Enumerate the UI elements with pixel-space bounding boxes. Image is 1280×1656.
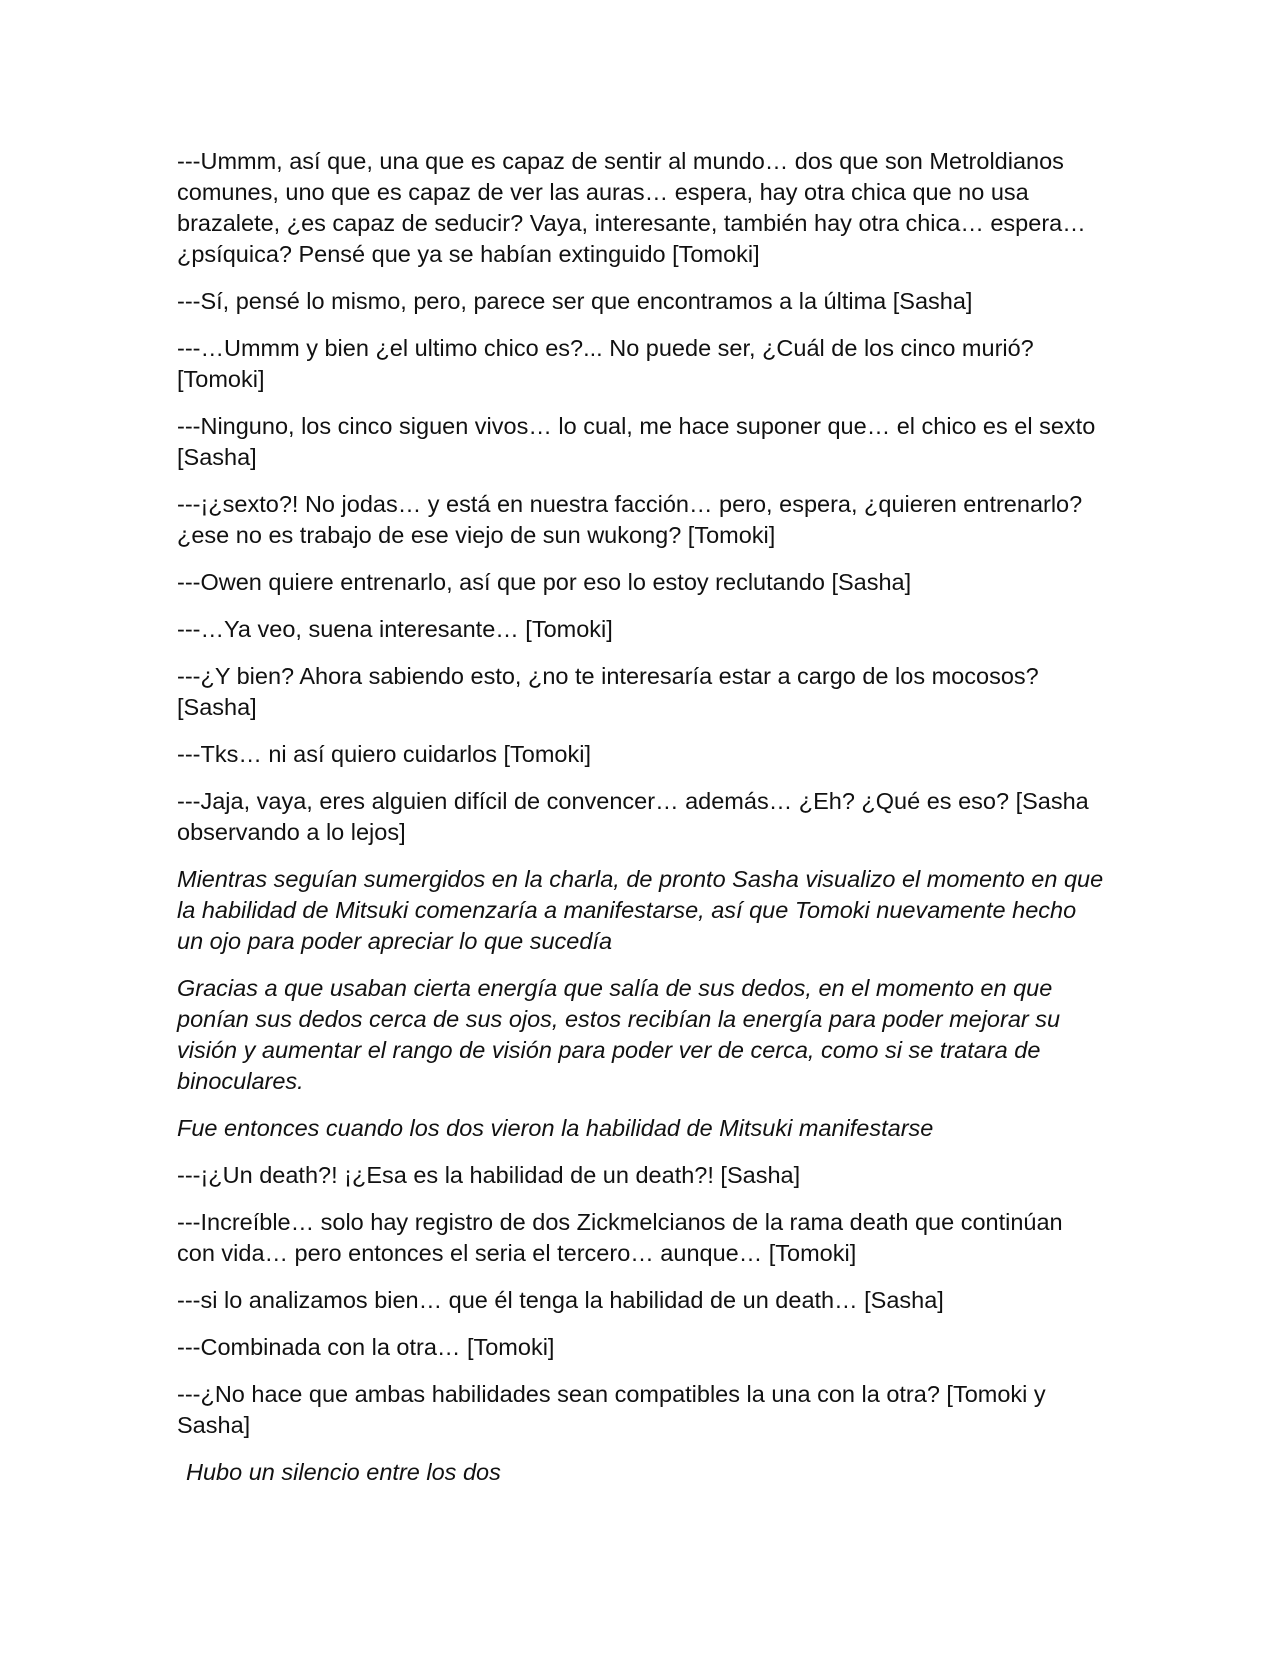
dialogue-paragraph: ---Ummm, así que, una que es capaz de sentir al mundo… dos que son Metroldianos comunes, uno que es capaz de ver las auras… espera, hay otra chica que no usa brazalete, ¿es capaz de seducir? Vaya, interesante, también hay otra chica… espera… ¿psíquica? Pensé que ya se habían extinguido [Tomoki] <box>177 148 1086 267</box>
dialogue-paragraph: ---Sí, pensé lo mismo, pero, parece ser que encontramos a la última [Sasha] <box>177 288 973 314</box>
narration-paragraph: Hubo un silencio entre los dos <box>186 1459 501 1485</box>
dialogue-paragraph: ---¿No hace que ambas habilidades sean compatibles la una con la otra? [Tomoki y Sasha] <box>177 1381 1046 1438</box>
dialogue-paragraph: ---Owen quiere entrenarlo, así que por eso lo estoy reclutando [Sasha] <box>177 569 912 595</box>
dialogue-paragraph: ---Jaja, vaya, eres alguien difícil de convencer… además… ¿Eh? ¿Qué es eso? [Sasha observando a lo lejos] <box>177 788 1089 845</box>
dialogue-paragraph: ---si lo analizamos bien… que él tenga la habilidad de un death… [Sasha] <box>177 1287 944 1313</box>
dialogue-paragraph: ---Tks… ni así quiero cuidarlos [Tomoki] <box>177 741 591 767</box>
dialogue-paragraph: ---Increíble… solo hay registro de dos Zickmelcianos de la rama death que continúan con vida… pero entonces el seria el tercero… aunque… [Tomoki] <box>177 1209 1063 1266</box>
narration-paragraph: Fue entonces cuando los dos vieron la habilidad de Mitsuki manifestarse <box>177 1115 934 1141</box>
narration-paragraph: Mientras seguían sumergidos en la charla, de pronto Sasha visualizo el momento en que la habilidad de Mitsuki comenzaría a manifestarse, así que Tomoki nuevamente hecho un ojo para poder apreciar lo que sucedía <box>177 866 1104 954</box>
dialogue-paragraph: ---¡¿sexto?! No jodas… y está en nuestra facción… pero, espera, ¿quieren entrenarlo? ¿ese no es trabajo de ese viejo de sun wukong? [Tomoki] <box>177 491 1083 548</box>
dialogue-paragraph: ---Combinada con la otra… [Tomoki] <box>177 1334 555 1360</box>
dialogue-paragraph: ---…Ummm y bien ¿el ultimo chico es?... No puede ser, ¿Cuál de los cinco murió? [Tomoki] <box>177 335 1034 392</box>
narration-paragraph: Gracias a que usaban cierta energía que salía de sus dedos, en el momento en que ponían sus dedos cerca de sus ojos, estos recibían la energía para poder mejorar su visión y aumentar el rango de visión para poder ver de cerca, como si se tratara de binoculares. <box>177 975 1061 1094</box>
document-body <box>177 146 1107 1504</box>
dialogue-paragraph: ---…Ya veo, suena interesante… [Tomoki] <box>177 616 613 642</box>
dialogue-paragraph: ---¿Y bien? Ahora sabiendo esto, ¿no te interesaría estar a cargo de los mocosos? [Sasha] <box>177 663 1039 720</box>
dialogue-paragraph: ---Ninguno, los cinco siguen vivos… lo cual, me hace suponer que… el chico es el sexto [Sasha] <box>177 413 1096 470</box>
dialogue-paragraph: ---¡¿Un death?! ¡¿Esa es la habilidad de un death?! [Sasha] <box>177 1162 801 1188</box>
